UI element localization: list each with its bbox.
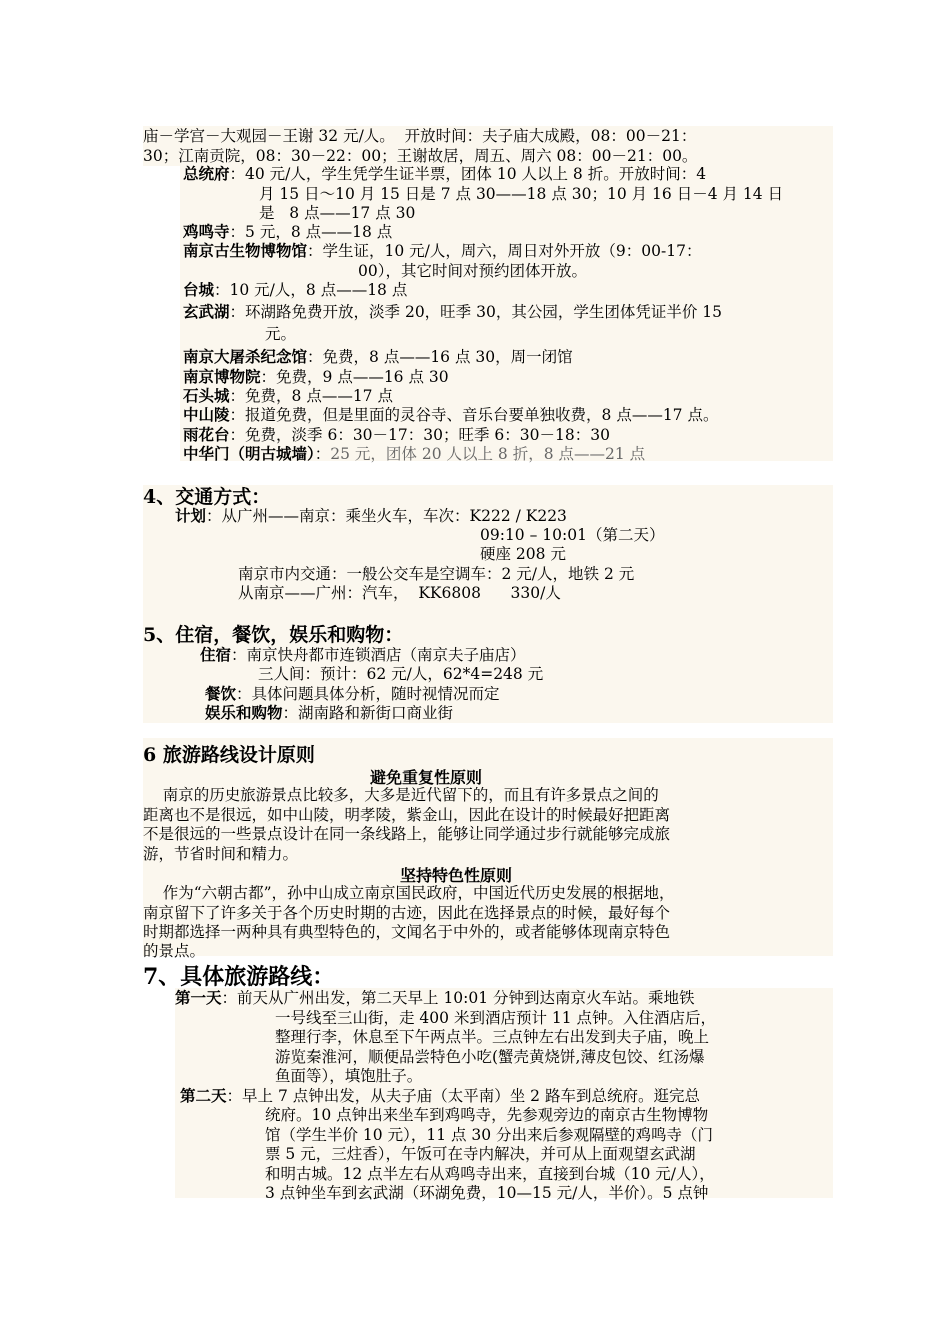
principle-line: 时期都选择一两种具有典型特色的，文闻名于中外的，或者能够体现南京特色: [143, 923, 671, 941]
route-line: 整理行李，休息至下午两点半。三点钟左右出发到夫子庙，晚上: [275, 1028, 710, 1046]
lodging-fun: 娱乐和购物：湖南路和新街口商业街: [205, 703, 454, 722]
route-line: 和明古城。12 点半左右从鸡鸣寺出来，直接到台城（10 元/人），: [265, 1165, 715, 1183]
traffic-return: 从南京——广州：汽车， KK6808 330/人: [238, 584, 561, 602]
principle-line: 距离也不是很远，如中山陵，明孝陵，紫金山，因此在设计的时候最好把距离: [143, 806, 671, 824]
lodging-food: 餐饮：具体问题具体分析，随时视情况而定: [205, 684, 500, 703]
lodging-stay: 住宿：南京快舟都市连锁酒店（南京夫子庙店）: [200, 645, 526, 664]
traffic-time: 09:10 – 10:01（第二天）: [480, 526, 665, 544]
site-name: 南京博物院: [183, 367, 261, 386]
principle-line: 游，节省时间和精力。: [143, 845, 299, 863]
site-entry: 中华门（明古城墙）：25 元，团体 20 人以上 8 折，8 点——21 点: [183, 444, 646, 463]
site-entry: 总统府：40 元/人，学生凭学生证半票，团体 10 人以上 8 折。开放时间：4: [183, 164, 707, 183]
section-heading-lodging: 5、住宿，餐饮，娱乐和购物：: [143, 624, 404, 646]
site-name: 台城: [183, 280, 215, 299]
route-line: 3 点钟坐车到玄武湖（环湖免费，10—15 元/人，半价）。5 点钟: [265, 1184, 709, 1202]
principle-title: 避免重复性原则: [370, 768, 483, 787]
site-name: 南京大屠杀纪念馆: [183, 347, 308, 366]
site-entry: 鸡鸣寺：5 元，8 点——18 点: [183, 222, 393, 241]
principle-line: 南京留下了许多关于各个历史时期的古迹，因此在选择景点的时候，最好每个: [143, 904, 671, 922]
site-name: 雨花台: [183, 425, 230, 444]
site-entry: 南京博物院：免费，9 点——16 点 30: [183, 367, 449, 386]
lodging-room: 三人间：预计：62 元/人，62*4=248 元: [258, 665, 544, 683]
section-heading-traffic: 4、交通方式：: [143, 486, 271, 508]
site-continuation: 元。: [265, 325, 297, 343]
section-heading-route: 7、具体旅游路线：: [143, 964, 335, 990]
site-entry: 石头城：免费，8 点——17 点: [183, 386, 393, 405]
route-line: 票 5 元，三炷香），午饭可在寺内解决，并可从上面观望玄武湖: [265, 1145, 696, 1163]
site-name: 中山陵: [183, 405, 230, 424]
site-continuation: 月 15 日～10 月 15 日是 7 点 30——18 点 30；10 月 16 日－4 月 14 日: [259, 185, 784, 203]
site-name: 鸡鸣寺: [183, 222, 230, 241]
principle-line: 作为“六朝古都”，孙中山成立南京国民政府，中国近代历史发展的根据地，: [143, 884, 675, 902]
principle-line: 南京的历史旅游景点比较多，大多是近代留下的，而且有许多景点之间的: [143, 786, 659, 804]
site-entry: 南京大屠杀纪念馆：免费，8 点——16 点 30，周一闭馆: [183, 347, 573, 366]
opening-line: 庙－学宫－大观园－王谢 32 元/人。 开放时间：夫子庙大成殿，08：00－21：: [143, 127, 697, 145]
route-line: 一号线至三山街，走 400 米到酒店预计 11 点钟。入住酒店后，: [275, 1009, 717, 1027]
traffic-plan: 计划：从广州——南京：乘坐火车，车次：K222 / K223: [175, 506, 567, 525]
route-line: 统府。10 点钟出来坐车到鸡鸣寺，先参观旁边的南京古生物博物: [265, 1106, 709, 1124]
site-entry: 雨花台：免费，淡季 6：30－17：30；旺季 6：30－18：30: [183, 425, 610, 444]
principle-line: 的景点。: [143, 942, 206, 960]
section-heading-principles: 6 旅游路线设计原则: [143, 744, 315, 766]
site-name: 石头城: [183, 386, 230, 405]
site-name: 南京古生物博物馆: [183, 241, 308, 260]
route-day1: 第一天：前天从广州出发，第二天早上 10:01 分钟到达南京火车站。乘地铁: [175, 988, 695, 1007]
site-name: 玄武湖: [183, 302, 230, 321]
route-line: 馆（学生半价 10 元），11 点 30 分出来后参观隔壁的鸡鸣寺（门: [265, 1126, 714, 1144]
site-entry: 南京古生物博物馆：学生证，10 元/人，周六，周日对外开放（9：00-17：: [183, 241, 702, 260]
site-name: 总统府: [183, 164, 230, 183]
route-line: 鱼面等），填饱肚子。: [275, 1067, 423, 1085]
traffic-seat: 硬座 208 元: [480, 545, 566, 563]
opening-line: 30；江南贡院，08：30－22：00；王谢故居，周五、周六 08：00－21：00。: [143, 147, 698, 165]
site-continuation: 00），其它时间对预约团体开放。: [358, 262, 587, 280]
site-continuation: 是 8 点——17 点 30: [259, 204, 416, 222]
site-entry: 中山陵：报道免费，但是里面的灵谷寺、音乐台要单独收费，8 点——17 点。: [183, 405, 719, 424]
site-name: 中华门（明古城墙）: [183, 444, 315, 463]
site-entry: 玄武湖：环湖路免费开放，淡季 20，旺季 30，其公园，学生团体凭证半价 15: [183, 302, 722, 321]
principle-line: 不是很远的一些景点设计在同一条线路上，能够让同学通过步行就能够完成旅: [143, 825, 671, 843]
route-day2: 第二天：早上 7 点钟出发，从夫子庙（太平南）坐 2 路车到总统府。逛完总: [180, 1086, 700, 1105]
site-entry: 台城：10 元/人，8 点——18 点: [183, 280, 408, 299]
principle-title: 坚持特色性原则: [400, 866, 513, 885]
traffic-local: 南京市内交通：一般公交车是空调车：2 元/人，地铁 2 元: [238, 565, 635, 583]
route-line: 游览秦淮河，顺便品尝特色小吃(蟹壳黄烧饼,薄皮包饺、红汤爆: [275, 1048, 705, 1066]
